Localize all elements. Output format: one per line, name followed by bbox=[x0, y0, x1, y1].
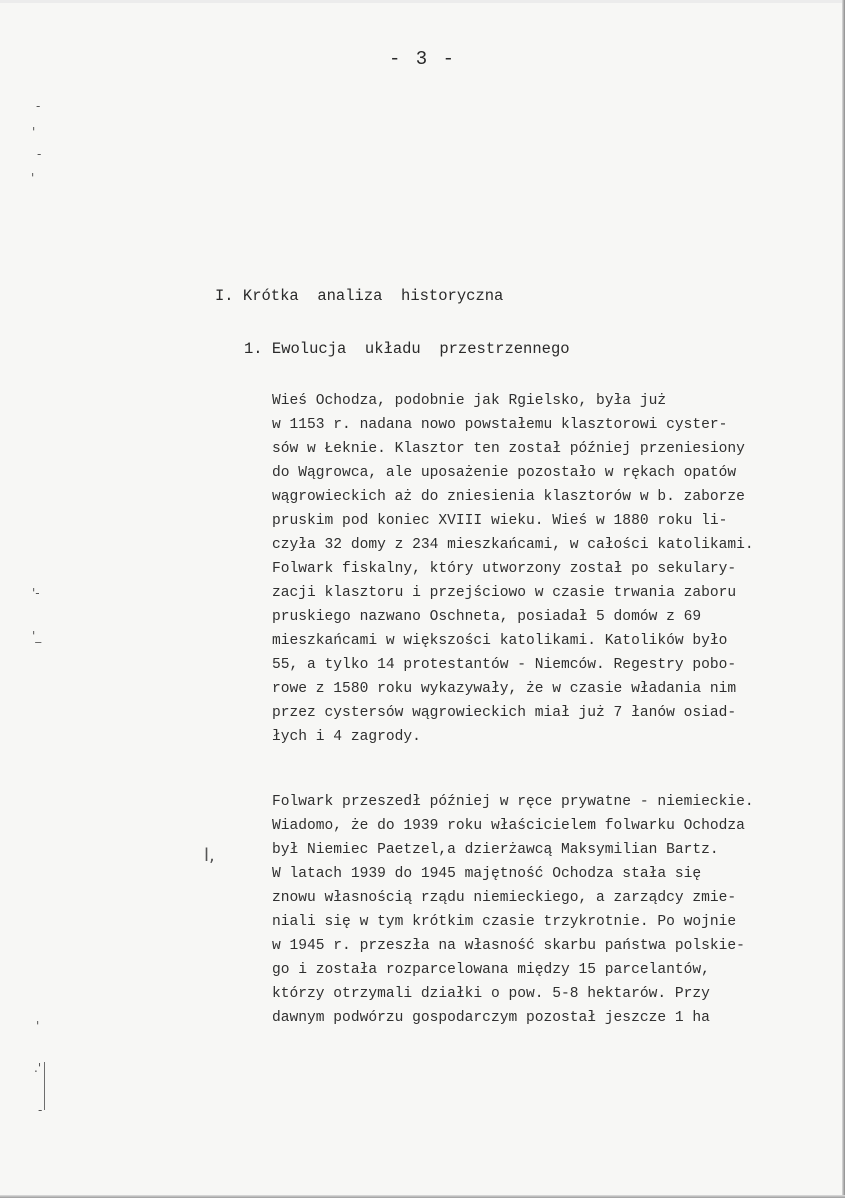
scan-artifact-mark: '_ bbox=[32, 629, 42, 643]
text-line: dawnym podwórzu gospodarczym pozostał jeszcze 1 ha bbox=[272, 1010, 710, 1026]
text-line: niali się w tym krótkim czasie trzykrotnie. Po wojnie bbox=[272, 914, 737, 930]
subsection-heading: 1. Ewolucja układu przestrzennego bbox=[244, 340, 570, 358]
scan-artifact-mark: ' bbox=[32, 125, 36, 139]
scan-artifact-mark: l, bbox=[204, 845, 215, 866]
text-line: Wiadomo, że do 1939 roku właścicielem folwarku Ochodza bbox=[272, 818, 745, 834]
scan-artifact-mark: .' bbox=[34, 1061, 42, 1075]
text-line: był Niemiec Paetzel,a dzierżawcą Maksymilian Bartz. bbox=[272, 842, 719, 858]
scan-artifact-mark: ' bbox=[36, 1019, 40, 1033]
text-line: pruskiego nazwano Oschneta, posiadał 5 domów z 69 bbox=[272, 609, 702, 625]
page-number: - 3 - bbox=[388, 48, 456, 70]
scan-artifact-mark: ' bbox=[31, 171, 35, 185]
text-line: do Wągrowca, ale uposażenie pozostało w rękach opatów bbox=[272, 465, 737, 481]
text-line: w 1945 r. przeszła na własność skarbu państwa polskie- bbox=[272, 938, 745, 954]
text-line: Folwark przeszedł później w ręce prywatne - niemieckie. bbox=[272, 794, 754, 810]
text-line: łych i 4 zagrody. bbox=[272, 729, 421, 745]
text-line: w 1153 r. nadana nowo powstałemu klasztorowi cyster- bbox=[272, 417, 728, 433]
text-line: W latach 1939 do 1945 majętność Ochodza stała się bbox=[272, 866, 702, 882]
text-line: rowe z 1580 roku wykazywały, że w czasie władania nim bbox=[272, 681, 737, 697]
text-line: go i została rozparcelowana między 15 parcelantów, bbox=[272, 962, 710, 978]
text-line: przez cystersów wągrowieckich miał już 7 łanów osiad- bbox=[272, 705, 737, 721]
text-line: 55, a tylko 14 protestantów - Niemców. Regestry pobo- bbox=[272, 657, 737, 673]
text-line: pruskim pod koniec XVIII wieku. Wieś w 1880 roku li- bbox=[272, 513, 728, 529]
paragraph bbox=[272, 790, 842, 1030]
text-line: Folwark fiskalny, który utworzony został po sekulary- bbox=[272, 561, 737, 577]
text-line: zacji klasztoru i przejściowo w czasie trwania zaboru bbox=[272, 585, 737, 601]
text-line: znowu własnością rządu niemieckiego, a zarządcy zmie- bbox=[272, 890, 737, 906]
scan-artifact-mark: - bbox=[36, 99, 41, 113]
scan-artifact-line bbox=[44, 1062, 45, 1110]
paragraph bbox=[272, 389, 842, 749]
text-line: sów w Łeknie. Klasztor ten został później przeniesiony bbox=[272, 441, 745, 457]
scan-artifact-mark: - bbox=[38, 1103, 43, 1117]
section-heading: I. Krótka analiza historyczna bbox=[215, 287, 504, 305]
scan-artifact-mark: - bbox=[37, 147, 42, 161]
scan-artifact-mark: '- bbox=[32, 586, 40, 600]
text-line: Wieś Ochodza, podobnie jak Rgielsko, była już bbox=[272, 393, 667, 409]
text-line: wągrowieckich aż do zniesienia klasztorów w b. zaborze bbox=[272, 489, 745, 505]
scan-top-edge bbox=[0, 0, 845, 3]
text-line: mieszkańcami w większości katolikami. Katolików było bbox=[272, 633, 728, 649]
text-line: czyła 32 domy z 234 mieszkańcami, w całości katolikami. bbox=[272, 537, 754, 553]
text-line: którzy otrzymali działki o pow. 5-8 hektarów. Przy bbox=[272, 986, 710, 1002]
